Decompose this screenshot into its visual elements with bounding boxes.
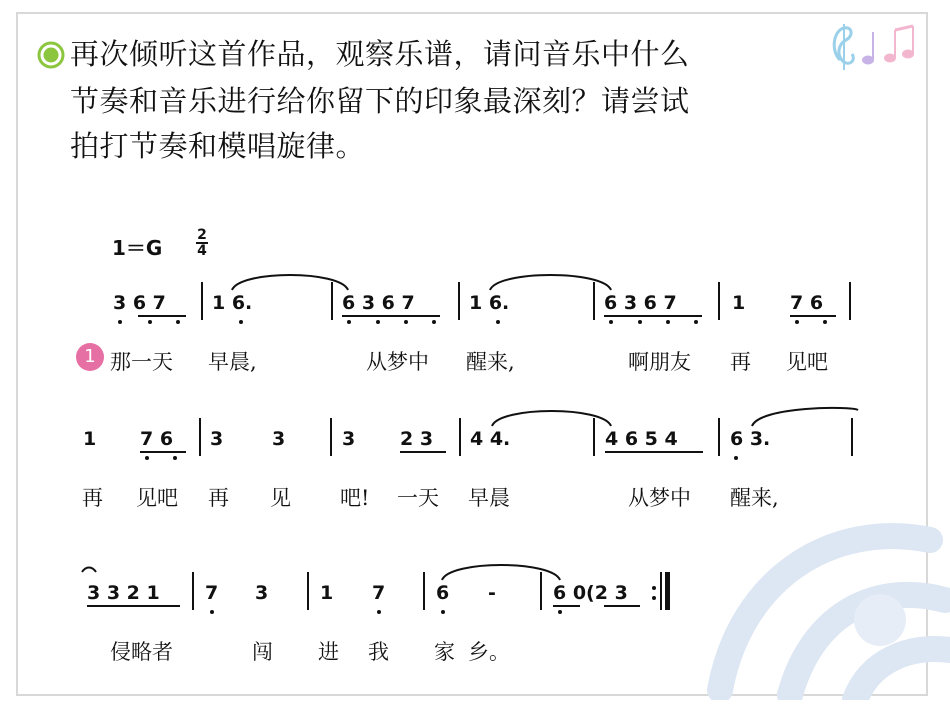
note-group: 1 6. [212, 292, 253, 314]
lyric: 吧! [340, 486, 370, 510]
lyric: 见 [270, 486, 291, 510]
lyric: 家 [434, 640, 455, 664]
note-group: 3 [272, 428, 286, 450]
note-group: 1 [320, 582, 334, 604]
barline [201, 282, 203, 320]
treble-clef-watermark-icon [680, 460, 950, 700]
lyric: 一天 [397, 486, 439, 510]
barline [307, 572, 309, 610]
note-group: 1 6. [469, 292, 510, 314]
green-circle-bullet-icon [36, 40, 66, 70]
repeat-dots [652, 582, 656, 604]
lyric: 闯 [252, 640, 273, 664]
note-group: 6 3. [730, 428, 771, 450]
note-group: 3 [342, 428, 356, 450]
lyric: 早晨 [468, 486, 510, 510]
barline [593, 282, 595, 320]
lyric: 见吧 [786, 350, 828, 374]
note-group: 3 [255, 582, 269, 604]
note-group: 2 3 [400, 428, 434, 450]
time-signature [196, 228, 208, 258]
lyric: 醒来, [730, 486, 779, 510]
note-group: 3 3 2 1 [87, 582, 160, 604]
note-group: 6 0(2 3 [553, 582, 628, 604]
note-group: 6 [436, 582, 450, 604]
lyric: 乡。 [468, 640, 510, 664]
note-group: 3 6 7 [113, 292, 166, 314]
note-group: 4 6 5 4 [605, 428, 678, 450]
lyric: 进 [318, 640, 339, 664]
barline [718, 418, 720, 456]
barline [540, 572, 542, 610]
barline [330, 418, 332, 456]
lyric: 从梦中 [366, 350, 429, 374]
barline [199, 418, 201, 456]
barline [423, 572, 425, 610]
time-signature-denominator: 4 [197, 243, 207, 259]
lyric: 见吧 [136, 486, 178, 510]
note-group: 1 [83, 428, 97, 450]
lyric: 再 [730, 350, 751, 374]
lyric: 那一天 [110, 350, 173, 374]
music-notes-icon [828, 20, 928, 76]
note-group: 7 6 [790, 292, 824, 314]
key-signature: 1＝G [112, 236, 163, 260]
question-line-3: 拍打节奏和模唱旋律。 [70, 129, 366, 163]
barline [458, 282, 460, 320]
note-group: - [488, 582, 496, 604]
note-group: 6 3 6 7 [342, 292, 415, 314]
lyric: 啊朋友 [628, 350, 691, 374]
question-line-2: 节奏和音乐进行给你留下的印象最深刻？请尝试 [70, 84, 690, 118]
lyric: 从梦中 [628, 486, 691, 510]
barline [593, 418, 595, 456]
verse-number-badge: 1 [76, 343, 104, 371]
final-barline-thick [665, 572, 670, 610]
lyric: 醒来, [466, 350, 515, 374]
lyric: 再 [82, 486, 103, 510]
note-group: 3 [210, 428, 224, 450]
barline [849, 282, 851, 320]
barline [192, 572, 194, 610]
barline [718, 282, 720, 320]
time-signature-numerator: 2 [197, 227, 207, 243]
barline [331, 282, 333, 320]
lyric: 我 [368, 640, 389, 664]
lyric: 侵略者 [110, 640, 173, 664]
question-line-1: 再次倾听这首作品，观察乐谱，请问音乐中什么 [70, 37, 690, 71]
lyric: 再 [208, 486, 229, 510]
note-group: 7 6 [140, 428, 174, 450]
note-group: 1 [732, 292, 746, 314]
lyric: 早晨, [208, 350, 257, 374]
barline [459, 418, 461, 456]
note-group: 4 4. [470, 428, 511, 450]
note-group: 7 [372, 582, 386, 604]
note-group: 6 3 6 7 [604, 292, 677, 314]
barline [851, 418, 853, 456]
final-barline-thin [660, 572, 662, 610]
note-group: 7 [205, 582, 219, 604]
